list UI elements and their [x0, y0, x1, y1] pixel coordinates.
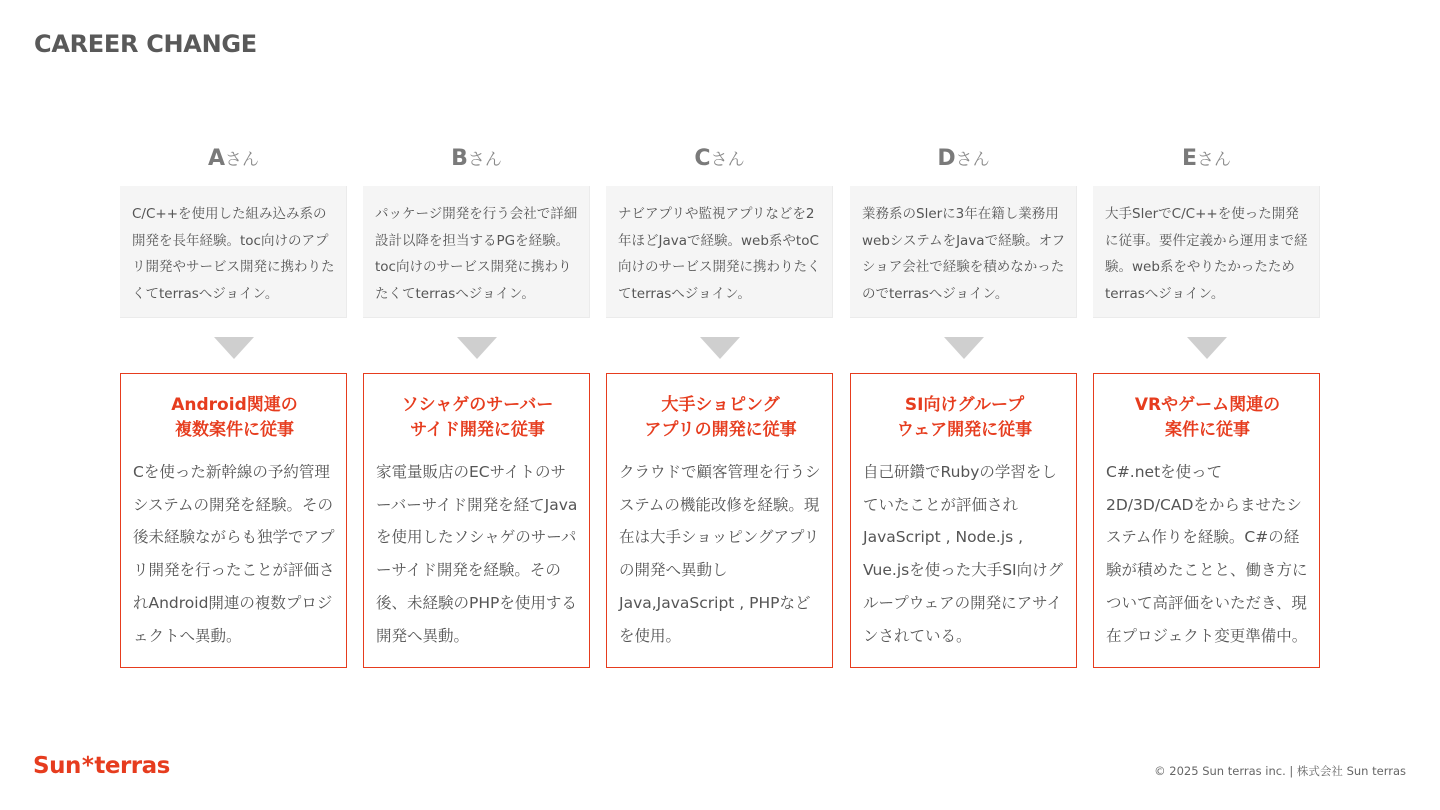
background-box: 大手SlerでC/C++を使った開発に従事。要件定義から運用まで経験。web系をやりたかったためterrasへジョイン。: [1093, 186, 1320, 318]
result-description: C#.netを使って2D/3D/CADをからませたシステム作りを経験。C#の経験が積めたことと、働き方について高評価をいただき、現在プロジェクト変更準備中。: [1106, 463, 1308, 645]
result-title-line1: VRやゲーム関連の: [1134, 395, 1281, 415]
result-box: [363, 373, 590, 668]
copyright-notice: © 2025 Sun terras inc. | 株式会社 Sun terras: [1154, 764, 1406, 778]
result-title-line2: アプリの開発に従事: [644, 420, 797, 440]
result-box: [850, 373, 1077, 668]
person-name: [850, 142, 1077, 176]
result-title: [863, 393, 1066, 443]
person-letter: B: [451, 146, 468, 171]
result-title-line2: サイド開発に従事: [410, 420, 545, 440]
career-column-d: [850, 142, 1077, 645]
person-name: [120, 142, 347, 176]
result-title-line1: 大手ショピング: [661, 395, 780, 415]
result-title-line1: ソシャゲのサーバー: [401, 395, 554, 415]
logo-star-icon: *: [81, 753, 94, 779]
arrow-down-icon: [944, 337, 984, 359]
career-column-c: [606, 142, 833, 645]
person-honorific: さん: [955, 150, 990, 170]
result-description: 家電量販店のECサイトのサーバーサイド開発を経てJavaを使用したソシャゲのサーパーサイド開発を経験。その後、未経験のPHPを使用する開発へ異動。: [376, 463, 578, 645]
result-title-line1: SI向けグループ: [904, 395, 1025, 415]
person-letter: C: [694, 146, 711, 171]
arrow-down-icon: [1187, 337, 1227, 359]
company-logo: [33, 753, 170, 779]
background-box: C/C++を使用した組み込み系の開発を長年経験。toc向けのアプリ開発やサービス開発に携わりたくてterrasへジョイン。: [120, 186, 347, 318]
career-column-b: [363, 142, 590, 645]
result-title-line2: ウェア開発に従事: [896, 420, 1033, 440]
result-title: [376, 393, 579, 443]
career-column-e: [1093, 142, 1320, 645]
background-box: ナビアプリや監視アプリなどを2年ほどJavaで経験。web系やtoC向けのサービス開発に携わりたくてterrasへジョイン。: [606, 186, 833, 318]
result-title-line1: Android関連の: [171, 395, 298, 415]
person-letter: E: [1181, 146, 1198, 171]
person-honorific: さん: [1197, 150, 1232, 170]
result-title-line2: 複数案件に従事: [175, 420, 294, 440]
logo-text-terras: terras: [94, 753, 170, 779]
person-honorific: さん: [467, 150, 502, 170]
result-description: クラウドで顧客管理を行うシステムの機能改修を経験。現在は大手ショッピングアプリの開発へ異動しJava,JavaScript , PHPなどを使用。: [619, 463, 821, 645]
person-letter: D: [937, 146, 956, 171]
person-name: [363, 142, 590, 176]
result-box: [1093, 373, 1320, 668]
result-box: [606, 373, 833, 668]
arrow-down-icon: [457, 337, 497, 359]
person-honorific: さん: [225, 150, 260, 170]
person-name: [606, 142, 833, 176]
person-honorific: さん: [710, 150, 745, 170]
result-title: [619, 393, 822, 443]
result-title-line2: 案件に従事: [1165, 420, 1250, 440]
result-description: 自己研鑽でRubyの学習をしていたことが評価されJavaScript , Node.js , Vue.jsを使った大手SI向けグループウェアの開発にアサインされている。: [863, 463, 1064, 645]
person-letter: A: [207, 146, 226, 171]
person-name: [1093, 142, 1320, 176]
logo-text-sun: Sun: [33, 753, 81, 779]
result-title: [1106, 393, 1309, 443]
background-box: 業務系のSlerに3年在籍し業務用webシステムをJavaで経験。オフショア会社で経験を積めなかったのでterrasへジョイン。: [850, 186, 1077, 318]
result-description: Cを使った新幹線の予約管理システムの開発を経験。その後未経験ながらも独学でアプリ開発を行ったことが評価されAndroid開連の複数プロジェクトへ異動。: [133, 463, 335, 645]
career-column-a: [120, 142, 347, 645]
background-box: パッケージ開発を行う会社で詳細設計以降を担当するPGを経験。toc向けのサービス開発に携わりたくてterrasへジョイン。: [363, 186, 590, 318]
result-box: [120, 373, 347, 668]
page-title: CAREER CHANGE: [34, 30, 257, 58]
arrow-down-icon: [214, 337, 254, 359]
result-title: [133, 393, 336, 443]
arrow-down-icon: [700, 337, 740, 359]
